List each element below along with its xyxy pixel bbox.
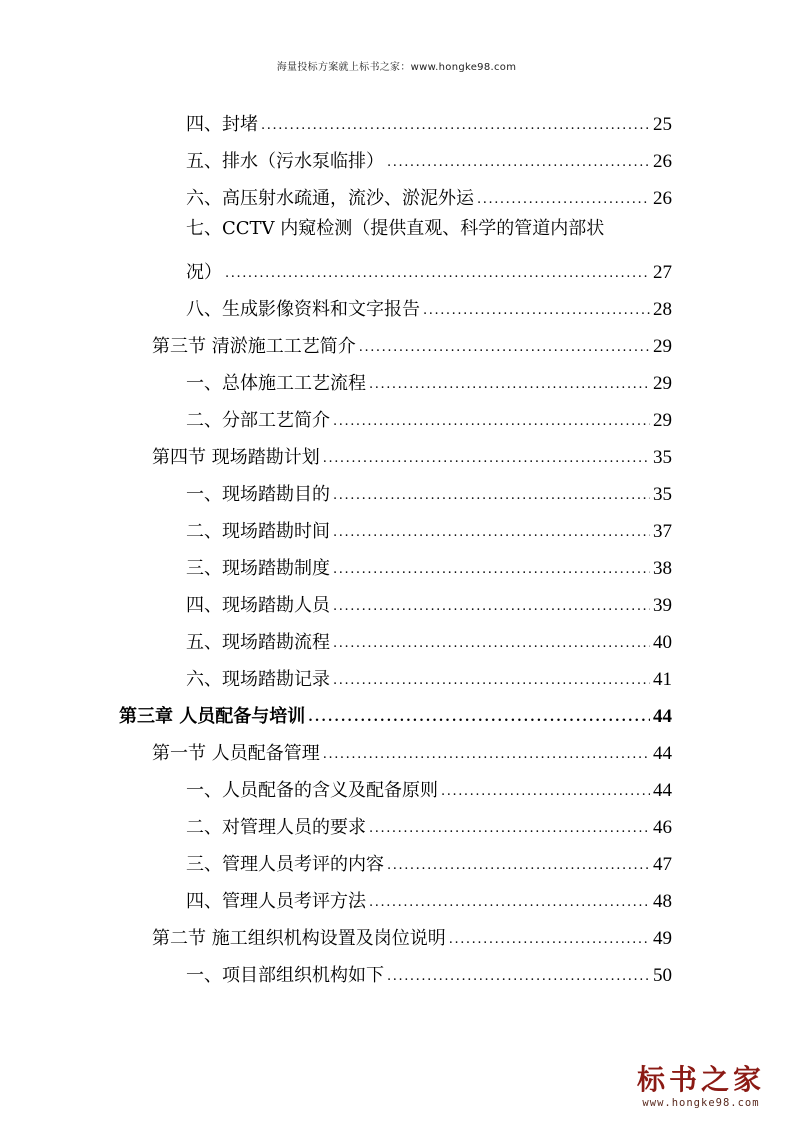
toc-entry-title: 四、管理人员考评方法 (186, 891, 366, 912)
toc-entry-page: 26 (653, 151, 672, 172)
toc-entry-page: 41 (653, 669, 672, 690)
toc-entry[interactable] (186, 511, 672, 543)
toc-entry[interactable] (186, 178, 672, 210)
toc-leader-dots (387, 154, 650, 173)
toc-entry[interactable] (186, 955, 672, 987)
toc-entry-title: 四、封堵 (186, 114, 258, 135)
toc-entry[interactable] (186, 770, 672, 802)
toc-entry-title: 第一节 人员配备管理 (152, 743, 320, 764)
toc-entry[interactable] (186, 252, 672, 284)
toc-section[interactable] (152, 918, 672, 950)
toc-entry-page: 37 (653, 521, 672, 542)
toc-leader-dots (441, 783, 650, 802)
toc-entry-title: 第四节 现场踏勘计划 (152, 447, 320, 468)
toc-entry[interactable] (186, 474, 672, 506)
toc-leader-dots (225, 265, 650, 284)
toc-leader-dots (369, 820, 650, 839)
toc-entry-title: 第三节 清淤施工工艺简介 (152, 336, 356, 357)
toc-entry-title: 六、高压射水疏通，流沙、淤泥外运 (186, 188, 474, 209)
toc-entry-page: 44 (653, 706, 672, 727)
toc-entry[interactable] (186, 363, 672, 395)
toc-leader-dots (333, 598, 650, 617)
toc-entry-page: 46 (653, 817, 672, 838)
toc-entry-page: 48 (653, 891, 672, 912)
toc-entry-title: 二、分部工艺简介 (186, 410, 330, 431)
toc-leader-dots (359, 339, 650, 358)
toc-leader-dots (333, 413, 650, 432)
toc-section[interactable] (152, 733, 672, 765)
toc-leader-dots (308, 709, 650, 728)
toc-entry[interactable] (186, 844, 672, 876)
toc-leader-dots (423, 302, 650, 321)
toc-leader-dots (333, 635, 650, 654)
toc-entry-page: 27 (653, 262, 672, 283)
toc-entry-title: 四、现场踏勘人员 (186, 595, 330, 616)
toc-entry[interactable] (186, 289, 672, 321)
toc-entry-title: 第三章 人员配备与培训 (119, 706, 306, 727)
toc-entry-page: 40 (653, 632, 672, 653)
toc-chapter[interactable] (119, 696, 672, 728)
toc-entry-page: 47 (653, 854, 672, 875)
toc-entry-page: 28 (653, 299, 672, 320)
toc-leader-dots (449, 931, 650, 950)
toc-entry-page: 25 (653, 114, 672, 135)
toc-entry-title: 八、生成影像资料和文字报告 (186, 299, 420, 320)
toc-leader-dots (323, 746, 650, 765)
toc-entry-page: 29 (653, 373, 672, 394)
toc-entry-title: 况） (186, 262, 222, 283)
toc-entry-page: 29 (653, 410, 672, 431)
brand-logo[interactable] (631, 1064, 771, 1110)
toc-section[interactable] (152, 437, 672, 469)
toc-leader-dots (333, 524, 650, 543)
toc-leader-dots (369, 376, 650, 395)
toc-entry[interactable] (186, 622, 672, 654)
toc-entry[interactable] (186, 141, 672, 173)
toc-entry-title: 一、总体施工工艺流程 (186, 373, 366, 394)
toc-leader-dots (333, 561, 650, 580)
toc-entry-page: 35 (653, 447, 672, 468)
toc-leader-dots (387, 857, 650, 876)
toc-entry-title: 二、对管理人员的要求 (186, 817, 366, 838)
toc-entry[interactable] (186, 548, 672, 580)
toc-entry-title: 五、现场踏勘流程 (186, 632, 330, 653)
toc-entry-title: 二、现场踏勘时间 (186, 521, 330, 542)
toc-entry-title: 三、现场踏勘制度 (186, 558, 330, 579)
toc-leader-dots (477, 191, 650, 210)
logo-wordmark: 标书之家 (636, 1063, 765, 1096)
toc-entry-page: 39 (653, 595, 672, 616)
toc-entry-title: 一、人员配备的含义及配备原则 (186, 780, 438, 801)
toc-entry-page: 44 (653, 743, 672, 764)
toc-entry[interactable] (186, 659, 672, 691)
toc-leader-dots (387, 968, 650, 987)
toc-entry-title: 第二节 施工组织机构设置及岗位说明 (152, 928, 446, 949)
toc-entry-page: 29 (653, 336, 672, 357)
toc-entry-page: 38 (653, 558, 672, 579)
toc-section[interactable] (152, 326, 672, 358)
logo-url: www.hongke98.com (642, 1097, 760, 1109)
toc-entry[interactable] (186, 104, 672, 136)
toc-entry[interactable] (186, 881, 672, 913)
toc-entry-title-line1[interactable]: 七、CCTV 内窥检测（提供直观、科学的管道内部状 (186, 218, 605, 239)
toc-entry-title: 一、现场踏勘目的 (186, 484, 330, 505)
toc-entry-page: 49 (653, 928, 672, 949)
toc-entry-page: 35 (653, 484, 672, 505)
toc-entry-page: 44 (653, 780, 672, 801)
toc-leader-dots (333, 487, 650, 506)
toc-entry-title: 三、管理人员考评的内容 (186, 854, 384, 875)
toc-entry[interactable] (186, 807, 672, 839)
toc-leader-dots (369, 894, 650, 913)
toc-leader-dots (333, 672, 650, 691)
toc-leader-dots (323, 450, 650, 469)
toc-entry-title: 五、排水（污水泵临排） (186, 151, 384, 172)
toc-entry[interactable] (186, 585, 672, 617)
page-header: 海量投标方案就上标书之家：www.hongke98.com (276, 62, 517, 73)
toc-entry-title: 六、现场踏勘记录 (186, 669, 330, 690)
toc-leader-dots (261, 117, 650, 136)
toc-entry[interactable] (186, 400, 672, 432)
toc-entry-page: 26 (653, 188, 672, 209)
toc-entry-page: 50 (653, 965, 672, 986)
toc-entry-title: 一、项目部组织机构如下 (186, 965, 384, 986)
